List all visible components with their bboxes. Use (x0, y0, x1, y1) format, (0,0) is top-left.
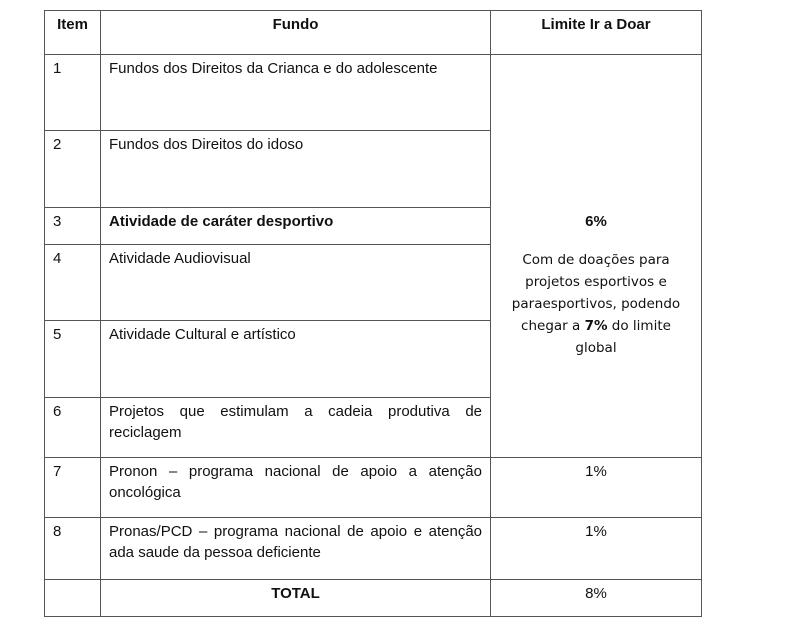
merged-limit-desc-before: Com de doações para projetos esportivos e paraesportivos, podendo chegar a (511, 252, 681, 334)
fundo-name: Atividade de caráter desportivo (101, 208, 491, 245)
item-number: 5 (45, 321, 101, 398)
item-number: 4 (45, 245, 101, 321)
table-row (45, 55, 702, 131)
header-row (45, 11, 702, 55)
fundo-name: Atividade Audiovisual (101, 245, 491, 321)
fundo-name: Fundos dos Direitos da Crianca e do adolescente (101, 55, 491, 131)
table-row (45, 518, 702, 580)
item-number: 1 (45, 55, 101, 131)
table-row (45, 458, 702, 518)
item-number: 7 (45, 458, 101, 518)
fundo-name: Atividade Cultural e artístico (101, 321, 491, 398)
total-value: 8% (491, 580, 702, 617)
total-row (45, 580, 702, 617)
fundo-name: Fundos dos Direitos do idoso (101, 131, 491, 208)
item-number: 3 (45, 208, 101, 245)
total-label: TOTAL (101, 580, 491, 617)
header-fundo: Fundo (101, 11, 491, 55)
fundo-name: Pronon – programa nacional de apoio a atenção oncológica (101, 458, 491, 518)
header-limite: Limite Ir a Doar (491, 11, 702, 55)
item-number: 2 (45, 131, 101, 208)
merged-limit-text (491, 211, 701, 359)
fundo-name: Projetos que estimulam a cadeia produtiva de reciclagem (101, 398, 491, 458)
merged-limit-desc-after: do limite global (575, 318, 671, 356)
header-item: Item (45, 11, 101, 55)
fundo-name: Pronas/PCD – programa nacional de apoio e atenção ada saude da pessoa deficiente (101, 518, 491, 580)
item-number: 8 (45, 518, 101, 580)
merged-limit-desc-bold: 7% (584, 318, 608, 334)
total-empty-cell (45, 580, 101, 617)
limit-value: 1% (491, 458, 702, 518)
fund-limits-table (44, 10, 702, 617)
item-number: 6 (45, 398, 101, 458)
merged-limit-cell (491, 55, 702, 458)
merged-limit-percent: 6% (585, 213, 607, 230)
limit-value: 1% (491, 518, 702, 580)
